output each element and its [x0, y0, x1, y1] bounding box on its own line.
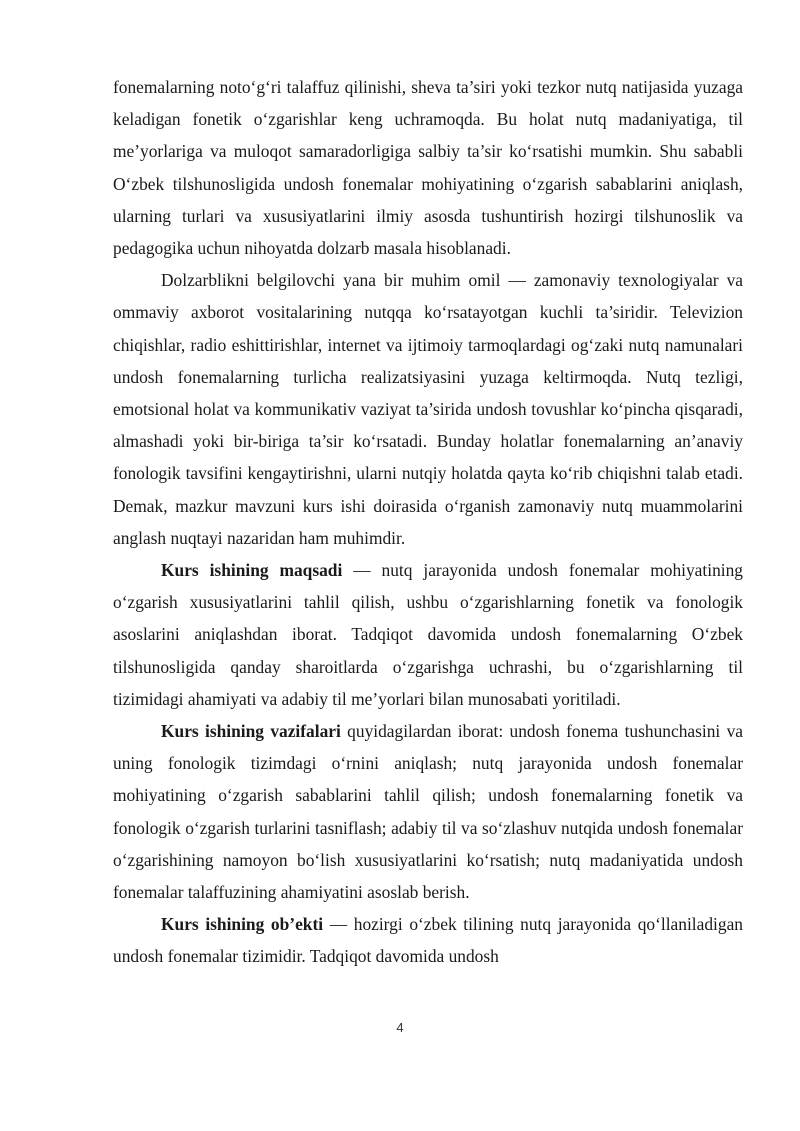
paragraph-intro-continuation [113, 71, 743, 264]
paragraph-text: Dolzarblikni belgilovchi yana bir muhim omil — zamonaviy texnologiyalar va ommaviy axborot vositalarining nutqqa ko‘rsatayotgan kuchli ta’siridir. Televizion chiqishlar, radio eshittirishlar, internet va ijtimoiy tarmoqlardagi og‘zaki nutq namunalari undosh fonemalarning turlicha realizatsiyasini yuzaga keltirmoqda. Nutq tezligi, emotsional holat va kommunikativ vaziyat ta’sirida undosh tovushlar ko‘pincha qisqaradi, almashadi yoki bir-biriga ta’sir ko‘rsatadi. Bunday holatlar fonemalarning an’anaviy fonologik tavsifini kengaytirishni, ularni nutqiy holatda qayta ko‘rib chiqishni talab etadi. Demak, mazkur mavzuni kurs ishi doirasida o‘rganish zamonaviy nutq muammolarini anglash nuqtayi nazaridan ham muhimdir. [113, 270, 743, 548]
paragraph-goal [113, 554, 743, 715]
paragraph-object [113, 908, 743, 972]
page-number: 4 [396, 1020, 404, 1035]
paragraph-lead: Kurs ishining vazifalari [161, 721, 341, 742]
paragraph-tasks [113, 715, 743, 908]
paragraph-text: — hozirgi o‘zbek tilining nutq jarayonida qo‘llaniladigan undosh fonemalar tizimidir. Tadqiqot davomida undosh [113, 914, 743, 967]
paragraph-text: — nutq jarayonida undosh fonemalar mohiyatining o‘zgarish xususiyatlarini tahlil qilish, ushbu o‘zgarishlarning fonetik va fonologik asoslarini aniqlashdan iborat. Tadqiqot davomida undosh fonemalarning O‘zbek tilshunosligida qanday sharoitlarda o‘zgarishga uchrashi, bu o‘zgarishlarning til tizimidagi ahamiyati va adabiy til me’yorlari bilan munosabati yoritiladi. [113, 560, 743, 709]
paragraph-lead: Kurs ishining ob’ekti [161, 914, 324, 935]
paragraph-text: quyidagilardan iborat: undosh fonema tushunchasini va uning fonologik tizimdagi o‘rnini aniqlash; nutq jarayonida undosh fonemalar mohiyatining o‘zgarish sabablarini tahlil qilish; undosh fonemalarning fonetik va fonologik o‘zgarish turlarini tasniflash; adabiy til va so‘zlashuv nutqida undosh fonemalar o‘zgarishining namoyon bo‘lish xususiyatlarini ko‘rsatish; nutq madaniyatida undosh fonemalar talaffuzining ahamiyatini asoslab berish. [113, 721, 743, 903]
paragraph-lead: Kurs ishining maqsadi [161, 560, 343, 581]
paragraph-text: fonemalarning noto‘g‘ri talaffuz qilinishi, sheva ta’siri yoki tezkor nutq natijasida yuzaga keladigan fonetik o‘zgarishlar keng uchramoqda. Bu holat nutq madaniyatiga, til me’yorlariga va muloqot samaradorligiga salbiy ta’sir ko‘rsatishi mumkin. Shu sababli O‘zbek tilshunosligida undosh fonemalar mohiyatining o‘zgarish sabablarini aniqlash, ularning turlari va xususiyatlarini ilmiy asosda tushuntirish hozirgi tilshunoslik va pedagogika uchun nihoyatda dolzarb masala hisoblanadi. [113, 77, 743, 259]
document-body [113, 71, 743, 973]
paragraph-relevance [113, 264, 743, 554]
